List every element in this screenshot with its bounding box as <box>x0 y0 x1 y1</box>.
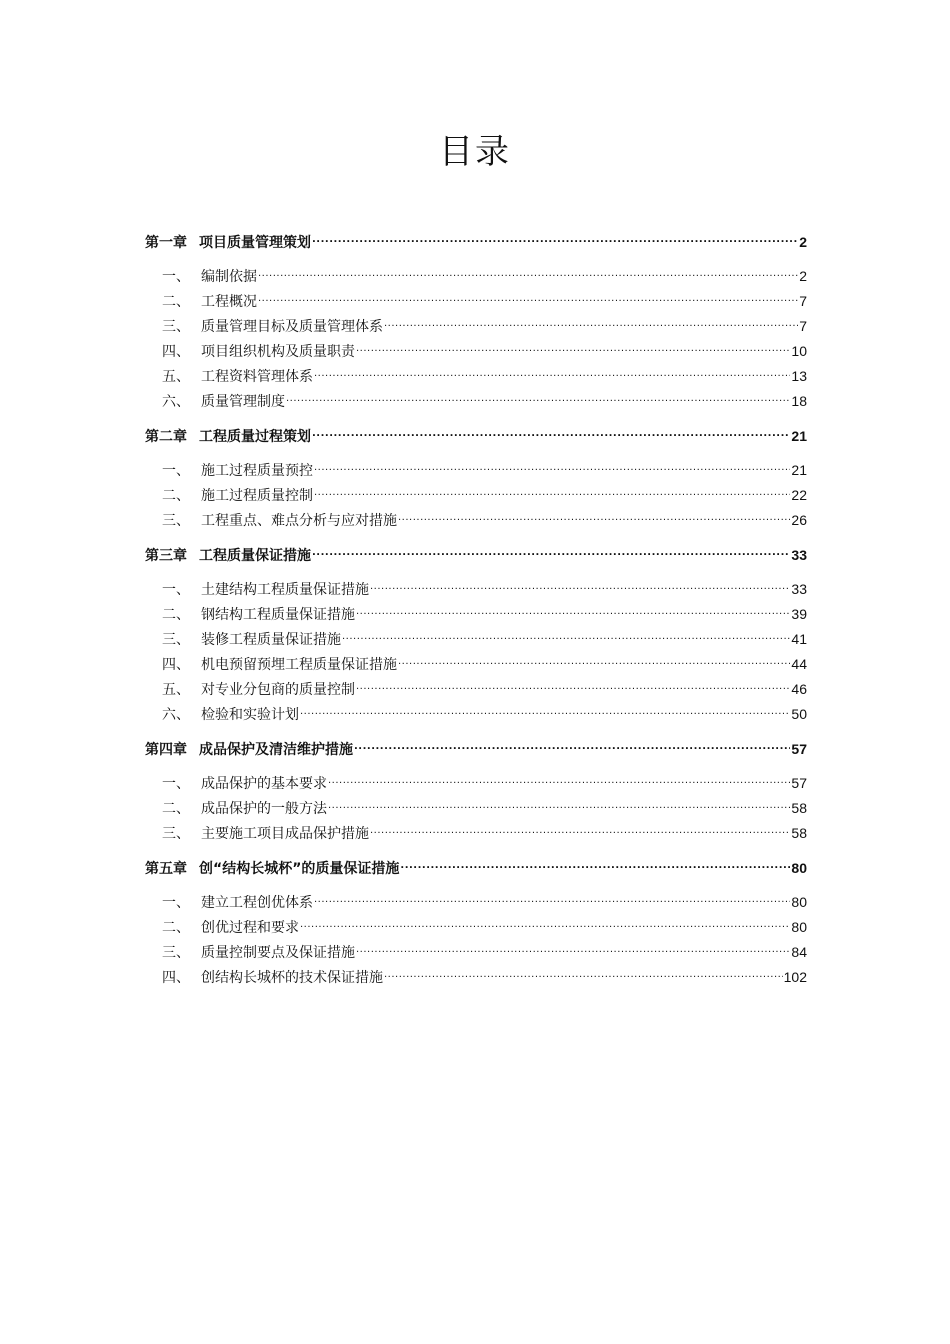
section-number: 一、 <box>162 776 190 792</box>
dot-leader <box>370 813 790 838</box>
dot-leader <box>342 619 790 644</box>
section-title: 成品保护的基本要求 <box>201 776 327 792</box>
section-title: 检验和实验计划 <box>201 707 299 723</box>
section-title: 工程资料管理体系 <box>201 369 313 385</box>
section-page-number: 41 <box>791 631 807 647</box>
section-title: 施工过程质量预控 <box>201 463 313 479</box>
chapter-page-number: 57 <box>791 741 807 757</box>
section-number: 一、 <box>162 582 190 598</box>
section-page-number: 84 <box>791 944 807 960</box>
table-of-contents <box>145 222 807 986</box>
section-page-number: 58 <box>791 825 807 841</box>
dot-leader <box>314 475 790 500</box>
toc-section-entry[interactable] <box>145 882 807 911</box>
section-number: 二、 <box>162 488 190 504</box>
chapter-title: 创“结构长城杯”的质量保证措施 <box>199 861 400 877</box>
section-number: 三、 <box>162 319 190 335</box>
section-title: 成品保护的一般方法 <box>201 801 327 817</box>
section-page-number: 33 <box>791 581 807 597</box>
section-number: 二、 <box>162 801 190 817</box>
dot-leader <box>398 500 790 525</box>
toc-section-entry[interactable] <box>145 256 807 285</box>
section-page-number: 22 <box>791 487 807 503</box>
section-number: 五、 <box>162 369 190 385</box>
dot-leader <box>356 669 790 694</box>
section-page-number: 102 <box>783 969 807 985</box>
chapter-number: 第四章 <box>145 742 187 758</box>
section-number: 三、 <box>162 945 190 961</box>
dot-leader <box>314 882 790 907</box>
section-page-number: 58 <box>791 800 807 816</box>
section-title: 土建结构工程质量保证措施 <box>201 582 369 598</box>
dot-leader <box>356 932 790 957</box>
dot-leader <box>398 644 790 669</box>
toc-section-entry[interactable] <box>145 763 807 792</box>
section-number: 六、 <box>162 394 190 410</box>
dot-leader <box>356 331 790 356</box>
section-title: 创优过程和要求 <box>201 920 299 936</box>
dot-leader <box>314 356 790 381</box>
section-title: 钢结构工程质量保证措施 <box>201 607 355 623</box>
section-title: 工程重点、难点分析与应对措施 <box>201 513 397 529</box>
section-page-number: 46 <box>791 681 807 697</box>
chapter-title: 项目质量管理策划 <box>199 235 311 251</box>
chapter-number: 第三章 <box>145 548 187 564</box>
section-page-number: 26 <box>791 512 807 528</box>
section-page-number: 10 <box>791 343 807 359</box>
section-page-number: 7 <box>799 293 807 309</box>
toc-chapter-entry[interactable] <box>145 729 807 758</box>
section-title: 质量管理制度 <box>201 394 285 410</box>
dot-leader <box>384 957 783 982</box>
section-number: 四、 <box>162 970 190 986</box>
section-page-number: 21 <box>791 462 807 478</box>
section-number: 二、 <box>162 607 190 623</box>
dot-leader <box>312 535 790 560</box>
section-title: 创结构长城杯的技术保证措施 <box>201 970 383 986</box>
section-page-number: 44 <box>791 656 807 672</box>
dot-leader <box>286 381 790 406</box>
dot-leader <box>312 222 798 247</box>
section-number: 四、 <box>162 344 190 360</box>
toc-chapter-entry[interactable] <box>145 416 807 445</box>
section-page-number: 2 <box>799 268 807 284</box>
dot-leader <box>354 729 790 754</box>
dot-leader <box>328 788 790 813</box>
chapter-title: 成品保护及清洁维护措施 <box>199 742 353 758</box>
section-number: 三、 <box>162 513 190 529</box>
dot-leader <box>314 450 790 475</box>
dot-leader <box>370 569 790 594</box>
toc-section-entry[interactable] <box>145 569 807 598</box>
section-number: 一、 <box>162 463 190 479</box>
section-number: 二、 <box>162 294 190 310</box>
section-page-number: 50 <box>791 706 807 722</box>
dot-leader <box>400 848 790 873</box>
section-number: 四、 <box>162 657 190 673</box>
section-title: 质量管理目标及质量管理体系 <box>201 319 383 335</box>
toc-chapter-entry[interactable] <box>145 535 807 564</box>
dot-leader <box>300 694 790 719</box>
section-number: 五、 <box>162 682 190 698</box>
dot-leader <box>312 416 790 441</box>
dot-leader <box>384 306 798 331</box>
section-page-number: 18 <box>791 393 807 409</box>
chapter-page-number: 21 <box>791 428 807 444</box>
section-title: 机电预留预埋工程质量保证措施 <box>201 657 397 673</box>
section-title: 项目组织机构及质量职责 <box>201 344 355 360</box>
chapter-title: 工程质量保证措施 <box>199 548 311 564</box>
chapter-title: 工程质量过程策划 <box>199 429 311 445</box>
section-title: 施工过程质量控制 <box>201 488 313 504</box>
section-page-number: 13 <box>791 368 807 384</box>
section-number: 一、 <box>162 895 190 911</box>
section-page-number: 80 <box>791 894 807 910</box>
section-number: 三、 <box>162 826 190 842</box>
section-page-number: 80 <box>791 919 807 935</box>
chapter-page-number: 33 <box>791 547 807 563</box>
chapter-number: 第二章 <box>145 429 187 445</box>
dot-leader <box>300 907 790 932</box>
section-page-number: 57 <box>791 775 807 791</box>
section-page-number: 39 <box>791 606 807 622</box>
section-title: 主要施工项目成品保护措施 <box>201 826 369 842</box>
dot-leader <box>258 256 798 281</box>
section-title: 对专业分包商的质量控制 <box>201 682 355 698</box>
chapter-page-number: 80 <box>791 860 807 876</box>
chapter-number: 第五章 <box>145 861 187 877</box>
toc-section-entry[interactable] <box>145 450 807 479</box>
section-title: 质量控制要点及保证措施 <box>201 945 355 961</box>
section-number: 一、 <box>162 269 190 285</box>
toc-chapter-entry[interactable] <box>145 848 807 877</box>
section-number: 三、 <box>162 632 190 648</box>
section-number: 二、 <box>162 920 190 936</box>
section-number: 六、 <box>162 707 190 723</box>
section-title: 建立工程创优体系 <box>201 895 313 911</box>
section-page-number: 7 <box>799 318 807 334</box>
dot-leader <box>328 763 790 788</box>
section-title: 装修工程质量保证措施 <box>201 632 341 648</box>
dot-leader <box>356 594 790 619</box>
chapter-page-number: 2 <box>799 234 807 250</box>
section-title: 工程概况 <box>201 294 257 310</box>
toc-chapter-entry[interactable] <box>145 222 807 251</box>
section-title: 编制依据 <box>201 269 257 285</box>
page-title: 目录 <box>439 132 511 172</box>
dot-leader <box>258 281 798 306</box>
chapter-number: 第一章 <box>145 235 187 251</box>
